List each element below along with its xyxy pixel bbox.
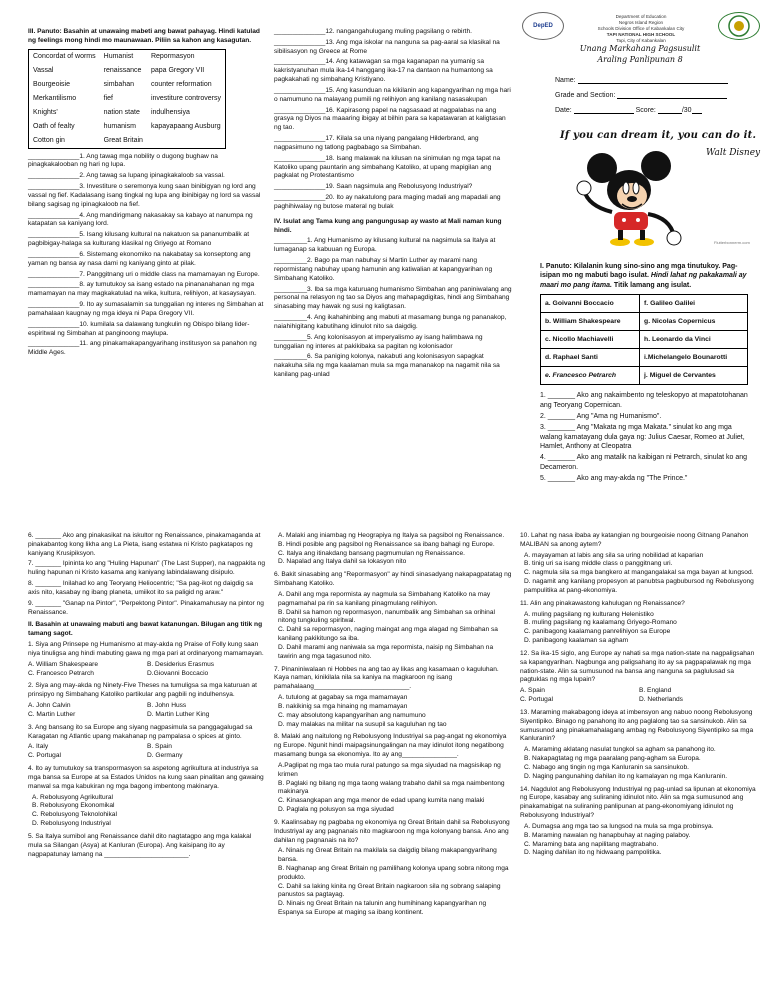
mcq-option: C. Kinasangkapan ang mga menor de edad upang kumita nang malaki <box>278 797 485 805</box>
word-bank-term: Oath of fealty <box>33 122 75 130</box>
mcq-option: B. Dahil sa hamon ng repormasyon, nanumbalik ang Simbahan sa orihinal nitong tungkuling spiritwal. <box>278 608 495 625</box>
word-bank-term: Merkantilismo <box>33 94 77 102</box>
word-bank-row <box>29 106 226 120</box>
grade-field[interactable] <box>555 92 727 99</box>
identification-item: ______________3. Investiture o seremonya kung saan binibigyan ng lord ang vassal ng fief. Kadalasang isang tingkal ng lupa ang ibinibigay ng lord sa vassal bilang sagisag ng ipinagkaloob na fief. <box>28 183 261 208</box>
part2-instructions: II. Basahin at unawaing mabuti ang bawat katanungan. Bilugan ang titik ng tamang sagot. <box>28 621 263 638</box>
school-header <box>522 8 758 64</box>
exam-title: Unang Markahang Pagsusulit <box>579 44 701 53</box>
bottom-column-1 <box>28 532 266 1000</box>
deped-logo-text: DepED <box>533 23 553 29</box>
name-choice: b. William Shakespeare <box>541 313 640 331</box>
mcq-option: D. Ninais ng Great Britain na talunin ang humihinang kapangyarihan ng Espanya sa Europe at maging sa ibang kontinent. <box>278 900 487 917</box>
word-bank-term: Cotton gin <box>33 136 65 144</box>
word-bank-row <box>29 134 226 149</box>
identification-item: ______________13. Ang mga iskolar na nanguna sa pag-aaral sa klasikal na sibilisasyon ng Greece at Rome <box>274 38 500 55</box>
mcq-option: A. mayayaman at labis ang sila sa uring nobilidad at kaparian <box>524 551 704 559</box>
part2-items <box>28 641 266 859</box>
school-seal-icon <box>718 12 760 40</box>
mcq-item <box>520 709 758 782</box>
grade-label: Grade and Section: <box>555 92 616 99</box>
name-choice: g. Nicolas Copernicus <box>640 313 748 331</box>
score-label: Score: <box>635 107 656 114</box>
mcq-option: D. Paglala ng polusyon sa mga siyudad <box>278 806 394 814</box>
mcq-option: D. nagamit ang kanilang propesyon at panubtsa pagbubursod ng Rebolusyong pampulitika at pang-ekonomiya. <box>524 578 754 594</box>
agency-line: TAPI NATIONAL HIGH SCHOOL <box>606 31 676 37</box>
part4-items <box>274 237 512 379</box>
mcq-option: C. Maraming bata ang napilitang magtrabaho. <box>524 840 659 848</box>
mcq-option: C. panibagong kaalamang panrelihiyon sa Europe <box>524 628 671 636</box>
mcq-item <box>520 532 758 596</box>
identification-item: ______________16. Kapirasong papel na nagsasaad at nagpalabas na ang grasya ng Diyos na maaaring ibigay at bilhin para sa kapatawaran at kaligtasan ng tao. <box>274 106 506 132</box>
identification-item: ______________1. Ang tawag mga nobility o dugong bughaw na pinagkakalooban ng hari ng lupa. <box>28 152 218 169</box>
identification-item: ______________17. Kilala sa una niyang pangalang Hilderbrand, ang nagpasimuno ng tatlong pagbabago sa Simbahan. <box>274 135 479 151</box>
mcq-question: 3. Ang bansang ito sa Europe ang siyang nagpasimula sa panggagalugad sa Karagatan ng Atlantic upang makahanap ng pampalasa o spices at ginto. <box>28 723 253 740</box>
name-label: Name: <box>555 77 576 84</box>
name-choice: c. Nicollo Machiavelli <box>541 331 640 349</box>
mcq-option: D. Dahil marami ang naniwala sa mga repormista, naisip ng Simbahan na tawirin ang mga tagasunod nito. <box>278 643 494 660</box>
mcq-option: B. tinig uri sa isang middle class o panggitnang uri. <box>524 560 673 568</box>
name-line <box>578 83 728 84</box>
mcq-item <box>28 765 266 829</box>
mcq-option: A. Dumagsa ang mga tao sa lungsod na mula sa mga probinsya. <box>524 822 714 830</box>
date-score-field[interactable] <box>555 107 702 114</box>
mcq-option: D. panibagong kaalaman sa agham <box>524 637 629 645</box>
mcq-item <box>520 650 758 705</box>
mcq-option: D. may malakas na militar na susupil sa kaguluhan ng tao <box>278 720 447 728</box>
identification-item: ______________14. Ang katawagan sa mga kaganapan na yumanig sa kakristyanuhan mula ika-14 hanggang ika-17 na dantaon na humantong sa pagkakahati ng simbahang Kristiyano. <box>274 58 493 84</box>
names-row <box>541 331 748 349</box>
word-bank-row <box>29 92 226 106</box>
word-bank <box>28 49 226 149</box>
mcq-question: 10. Lahat ng nasa ibaba ay katangian ng bourgeoisie noong Gitnang Panahon MALIBAN sa anong aytem? <box>520 532 749 548</box>
mcq-item <box>28 682 266 719</box>
quote-signature: Walt Disney <box>706 148 761 158</box>
mcq-option: B. Rebolusyong Ekonomikal <box>32 802 115 810</box>
mcq-question: 2. Siya ang may-akda ng Ninety-Five Theses na tumuligsa sa mga katuruan at prinsipyo ng Simbahang Katoliko partikular ang pagbili ng indulhensya. <box>28 682 257 699</box>
mcq-options <box>28 743 266 761</box>
mcq-option: C. may absolutong kapangyarihan ang namumuno <box>278 711 426 719</box>
mcq-item <box>274 733 512 814</box>
mcq-option: C. Dahil sa repormasyon, naging maingat ang mga alagad ng Simbahan sa kanilang pakikitungo sa iba. <box>278 626 498 643</box>
word-bank-term: Knights' <box>33 108 58 116</box>
names-row <box>541 295 748 313</box>
part4-instructions: IV. Isulat ang Tama kung ang pangungusap ay wasto at Mali naman kung hindi. <box>274 217 502 234</box>
word-bank-term: fief <box>103 94 113 102</box>
mcq-options <box>28 702 266 720</box>
name-field[interactable] <box>555 77 728 84</box>
mcq-option: D. Naging pangunahing dahilan ito ng kamalayan ng mga Kanluranin. <box>524 772 728 780</box>
mcq-option: D.Giovanni Boccacio <box>147 669 209 677</box>
identification-item: ______________15. Ang kasunduan na kikilanin ang kapangyarihan ng mga hari o namumuno na malayang pumili ng relihiyon ang kanilang nasasakupan <box>274 86 511 103</box>
word-bank-term: Repormasyon <box>150 52 195 60</box>
mcq-option: C. Portugal <box>28 752 61 760</box>
mcq-question: 9. Kaalinsabay ng pagbaba ng ekonomiya ng Great Britain dahil sa Rebolusyong Industriyal ay ang pagnanais nito magkaroon ng mga kolonyang bansa. Ano ang dahilan ng pagnanais na ito? <box>274 818 510 844</box>
part1-instructions: I. Panuto: Kilalanin kung sino-sino ang mga tinutukoy. Pag-isipan mo ng mabuti bago isulat. <box>540 263 738 280</box>
word-bank-term: Concordat of worms <box>33 52 96 60</box>
mcq-question: 7. Pinaniniwalaan ni Hobbes na ang tao ay likas ang kasamaan o kaguluhan. Kaya naman, kinikilala nila sa kaniya na magkaroon ng isang pamahalaang__________________________. <box>274 665 499 691</box>
true-false-item: _________3. Iba sa mga katuruang humanismo Simbahan ang paniniwalang ang personal na relasyon ng tao sa Diyos ang mahapagdigitas, hindi ang Simbahang sinasabing may hawak ng susi ng kaligtasan. <box>274 285 512 311</box>
date-line <box>574 113 634 114</box>
matching-item: 6. _______ Ako ang pinakasikat na iskultor ng Renaissance, pinakamaganda at pinakabantog kong likha ang La Pieta, isang estatwa ni Kristo pagkatapos ng kaniyang Krusipiksyon. <box>28 532 261 557</box>
mcq-option: C. Francesco Petrarch <box>28 669 94 677</box>
word-bank-term: Humanist <box>103 52 134 60</box>
part1-items-continued <box>28 532 266 617</box>
exam-subtitle: Araling Panlipunan 8 <box>597 55 683 64</box>
part1-note: Hindi lahat ng pakakamali ay maari mo pang itama. <box>540 272 747 289</box>
word-bank-term: kapayapaang Ausburg <box>150 122 221 130</box>
word-bank-row <box>29 120 226 134</box>
bottom-column-2 <box>274 532 512 1000</box>
mcq-option: A. Ninais ng Great Britain na makilala sa daigdig bilang makapangyarihang bansa. <box>278 847 497 864</box>
word-bank-term: Great Britain <box>103 136 143 144</box>
mcq-option: B. Hindi posible ang pagsibol ng Renaissance sa ibang bahagi ng Europe. <box>278 540 495 548</box>
mcq-item <box>520 600 758 646</box>
name-choice: f. Galileo Galilei <box>640 295 748 313</box>
part1-section <box>540 262 754 483</box>
image-credit: Flutterbonnerm.com <box>714 240 750 245</box>
mcq-option: B. Spain <box>147 743 172 751</box>
mcq-option: B. Nakapagtatag ng mga paaralang pang-agham sa Europa. <box>524 755 701 763</box>
grade-line <box>617 98 727 99</box>
word-bank-term: counter reformation <box>150 80 212 88</box>
mcq-option: C. nagmula sila sa mga bangkero at mangangalakal sa mga bayan at lungsod. <box>524 569 754 577</box>
agency-line: Schools Division Office of Kabankalan City <box>597 25 685 31</box>
mcq-question: 12. Sa ika-15 siglo, ang Europe ay nahati sa mga nation-state na nagpaligsahan sa kapangyarihan. Nagbunga ang paligsahang ito ay sa pagpapalawak ng mga nation-state. Alin sa sumusunod na bansa ang nanguna sa paglulusad sa pagtuklas ng mga lupain? <box>520 649 755 684</box>
names-row <box>541 349 748 367</box>
part3-items-continued <box>274 28 512 212</box>
word-bank-term: investiture controversy <box>150 94 221 102</box>
mcq-option: C. Rebolusyong Teknolohikal <box>32 811 117 819</box>
identification-item: ______________7. Panggitnang uri o middle class na mamamayan ng Europe. <box>28 270 260 278</box>
mcq-question: 13. Maraming makabagong ideya at imbensyon ang nabuo noong Rebolusyong Siyentipiko. Binago ng panahong ito ang paglalong tao sa sansinukob. Alin sa sumusunod ang pinakamahalagang ambag ng Rebolusyong Siyentipiko sa mga Kanluranin? <box>520 708 754 743</box>
names-row <box>541 313 748 331</box>
mcq-option: D. Rebolusyong Industriyal <box>32 820 111 828</box>
mcq-item <box>520 786 758 859</box>
mcq-option: B. Paglaki ng bilang ng mga taong walang trabaho dahil sa mga naimbentong makinarya <box>278 779 505 796</box>
score-line <box>658 113 682 114</box>
word-bank-term <box>147 134 226 149</box>
names-row <box>541 367 748 385</box>
mcq-option: A. muling pagsilang ng kulturang Helenistiko <box>524 610 654 618</box>
mcq-question: 8. Malaki ang naitulong ng Rebolusyong Industriyal sa pag-angat ng ekonomiya ng Europe. Ngunit hindi maipagsinungalingan na may idinulot itong negatibong masamang bunga sa ekonomiya. Ito ay ang_______________. <box>274 733 507 759</box>
mcq-option: A. William Shakespeare <box>28 660 98 668</box>
score-total: /30 <box>681 107 692 114</box>
word-bank-row <box>29 64 226 78</box>
true-false-item: _________6. Sa paniging kolonya, nakabuti ang kolonisasyon sapagkat nakakuha sila ng mga kaalaman mula sa mga mananakop na nagamit nila sa kanilang pag-unlad <box>274 353 500 378</box>
mcq-question: 11. Alin ang pinakawastong kahulugan ng Renaissance? <box>520 599 685 607</box>
part3-cont-part4 <box>274 28 512 496</box>
part3-items <box>28 153 266 358</box>
mcq-option: C. Portugal <box>520 696 553 704</box>
true-false-item: _________4. Ang ikahahinbing ang mabuti at masamang bunga ng pananakop, naiahihigitang kabutihang idinulot nito sa daigdig. <box>274 314 507 330</box>
quote-text: If you can dream it, you can do it. <box>560 130 757 141</box>
mcq-option: C. Italya ang itinakdang bansang pagmumulan ng Renaissance. <box>278 549 465 557</box>
mcq-item <box>28 833 266 859</box>
mcq-options <box>28 661 266 679</box>
mcq-option: A. Rebolusyong Agrikultural <box>32 793 114 801</box>
mcq-option: A. tutulong at gagabay sa mga mamamayan <box>278 694 408 702</box>
deped-logo-icon <box>522 12 564 40</box>
mcq-item <box>274 666 512 730</box>
identification-item: ______________12. nangangahulugang muling pagsilang o rebirth. <box>274 28 472 35</box>
mcq-question: 5. Sa Italya sumibol ang Renaissance dahil dito nagtatagpo ang mga kalakal mula sa Silangan (Asya) at Kanluran (Europa). Ang kaisipang ito ay nagpapatunay lamang na _______________________. <box>28 832 252 858</box>
mcq-option: A. Spain <box>520 687 545 695</box>
word-bank-term: nation state <box>103 108 140 116</box>
mcq-option: A. John Calvin <box>28 702 71 710</box>
mcq-item <box>274 819 512 918</box>
mcq-option: A. Maraming aklatang nasulat tungkol sa agham sa panahong ito. <box>524 746 716 754</box>
name-choice: a. Goivanni Boccacio <box>541 295 640 313</box>
mcq-item <box>28 724 266 761</box>
score-tail-line <box>692 113 702 114</box>
true-false-item: _________2. Bago pa man nabuhay si Martin Luther ay marami nang repormistang nabuhay upang hamunin ang katiwalian at kapangyarihan ng Simbahang Katoliko. <box>274 257 493 282</box>
word-bank-term: papa Gregory VII <box>150 66 205 74</box>
word-bank-term: renaissance <box>103 66 142 74</box>
mcq-option: B. Naghanap ang Great Britain ng pamilihang kolonya upang sobra nitong mga produkto. <box>278 864 509 881</box>
mcq-question: 14. Nagdulot ang Rebolusyong Industriyal ng pag-unlad sa lipunan at ekonomiya ng Europe, kasabay ang suliraning idinulot nito. Alin sa mga sumusunod ang pinakamabigat na suliraning panlipunan at pang-ekonomiyang idinulot ng Rebolusyong Industriyal? <box>520 785 756 820</box>
mcq-option: A. Dahil ang mga repormista ay nagmula sa Simbahang Katoliko na may pagmamahal pa rin sa kanilang pinagmulang relihiyon. <box>278 590 491 607</box>
mcq-option: C. Martin Luther <box>28 710 76 718</box>
part2-items-continued <box>274 532 512 918</box>
name-choice: i.Michelangelo Bounarotti <box>640 349 748 367</box>
mcq-item <box>274 571 512 661</box>
mcq-option: B. Desiderius Erasmus <box>147 660 215 668</box>
word-bank-row <box>29 49 226 64</box>
part3-section <box>28 28 266 496</box>
identification-item: ______________18. Isang malawak na kilusan na sinimulan ng mga tapat na Katoliko upang pauntarin ang simbahang Katoliko, at upang mapigilan ang pagkalat ng Protestantismo <box>274 154 501 180</box>
matching-item: 8. _______ Inilahad ko ang Teoryang Heliocentric; "Sa pag-ikot ng daigdig sa axis nito, kasabay ng ibang planeta, umiikot ito sa paligid ng araw." <box>28 580 254 596</box>
identification-item: ______________9. Ito ay sumasalamin sa tunggalian ng interes ng Simbahan at pamahalaan kaugnay ng mga ideya ni Papa Gregory VII. <box>28 301 264 317</box>
word-bank-term: Vassal <box>33 66 54 74</box>
mcq-option: D. Napalad ang Italya dahil sa lokasyon nito <box>278 558 407 566</box>
word-bank-term: simbahan <box>103 80 134 88</box>
name-choice: j. Miguel de Cervantes <box>640 367 748 385</box>
matching-item: 5. _______ Ako ang may-akda ng "The Prince." <box>540 475 688 483</box>
matching-item: 9. _______ "Ganap na Pintor", "Perpektong Pintor". Pinakamahusay na pintor ng Renaissance. <box>28 599 264 616</box>
true-false-item: _________5. Ang kolonisasyon at imperyalismo ay isang halimbawa ng tunggalian ng interes at pakikibaka sa pagitan ng kolonisador <box>274 333 483 350</box>
true-false-item: _________1. Ang Humanismo ay kilusang kultural na nagsimula sa Italya at lumaganap sa kabuuan ng Europa. <box>274 237 496 254</box>
mcq-option: B. Maraming nawalan ng hanapbuhay at naging palaboy. <box>524 831 691 839</box>
part3-instructions: III. Panuto: Basahin at unawaing mabeti ang bawat pahayag. Hindi katulad ng feelings mong hindi mo maunawaan. Piliin sa kahon ang kasagutan. <box>28 28 260 44</box>
mcq-question: 6. Bakit sinasabing ang "Repormasyon" ay hindi sinasadyang nakapagpatatag ng Simbahang Katoliko. <box>274 571 512 588</box>
identification-item: ______________6. Sistemang ekonomiko na nakabatay sa konseptong ang yaman ng bansa ay nasa dami ng kaniyang ginto at pilak. <box>28 250 251 267</box>
mcq-option: C. Nabago ang tingin ng mga Kanluranin sa sansinukob. <box>524 763 689 771</box>
agency-line: Negros Island Region <box>618 19 664 25</box>
mcq-option: D. Netherlands <box>639 696 683 704</box>
word-bank-term: humanism <box>103 122 136 130</box>
identification-item: ______________8. ay tumutukoy sa isang estado na pinananahanan ng mga mamamayan na may magkakatulad na wika, kultura, relihiyon, at kasaysayan. <box>28 281 256 298</box>
matching-item: 3. _______ Ang "Makata ng mga Makata." sinulat ko ang mga walang kamatayang dula gaya ng: Julius Caesar, Romeo at Juliet, Hamlet, Anthony at Cleopatra <box>540 424 745 450</box>
mcq-option: D. Naging dahilan ito ng hidwaang pampolitika. <box>524 849 662 857</box>
cartoon-mouse-icon <box>574 146 694 246</box>
word-bank-row <box>29 78 226 92</box>
identification-item: ______________4. Ang mandirigmang nakasakay sa kabayo at nanumpa ng katapatan sa kaniyang lord. <box>28 211 253 228</box>
names-box <box>540 294 748 385</box>
mcq-option: B. nakikinig sa mga hinaing ng mamamayan <box>278 702 408 710</box>
mcq-option: B. John Huss <box>147 702 187 710</box>
identification-item: ______________19. Saan nagsimula ang Rebolusyong Industriyal? <box>274 183 473 191</box>
mcq-item <box>274 532 512 567</box>
mcq-question: 4. Ito ay tumutukoy sa transpormasyon sa aspetong agrikultura at industriya sa mga bansa sa Europe at sa Estados Unidos na kung saan pinalitan ang gawaing manwal sa mga kabukiran ng mga bagong imbentong makinarya. <box>28 765 264 790</box>
matching-item: 4. _______ Ako ang matalik na kaibigan ni Petrarch, sinulat ko ang Decameron. <box>540 454 748 471</box>
word-bank-term: indulhensiya <box>150 108 190 116</box>
name-choice: h. Leonardo da Vinci <box>640 331 748 349</box>
mcq-option: A.Paglipat ng mga tao mula rural patungo sa mga siyudad na magsisikap ng krimen <box>278 761 501 778</box>
matching-item: 1. _______ Ako ang nakaimbento ng teleskopyo at mapatotohanan ang Teoryang Copernican. <box>540 392 748 409</box>
bottom-column-3 <box>520 532 758 1000</box>
word-bank-term: Bourgeoisie <box>33 80 70 88</box>
mcq-option: A. Malaki ang iniambag ng Heograpiya ng Italya sa pagsibol ng Renaissance. <box>278 532 505 539</box>
agency-lines <box>568 14 714 44</box>
identification-item: ______________11. ang pinakamakapangyarihang institusyon sa panahon ng Middle Ages. <box>28 340 257 357</box>
identification-item: ______________10. kumilala sa dalawang tungkulin ng Obispo bilang lider-espiritwal ng Simbahan at panginoong maylupa. <box>28 320 250 337</box>
agency-line: Tapi, City of Kabankalan <box>616 37 666 43</box>
part1-note-end: Titik lamang ang isulat. <box>613 281 692 289</box>
matching-item: 7. _______ Ipininta ko ang "Huling Hapunan" (The Last Supper), na nagpakita ng huling hapunan ni Kristo kasama ang kaniyang labindalawang disipulo. <box>28 560 266 577</box>
quote-illustration <box>554 130 762 250</box>
agency-line: Department of Education <box>615 14 667 19</box>
mcq-option: D. Germany <box>147 752 183 760</box>
mcq-option: C. Dahil sa laking kinita ng Great Britain nagkaroon sila ng sobrang salaping panustos sa pagtayag. <box>278 882 501 899</box>
identification-item: ______________2. Ang tawag sa lupang ipinagkakaloob sa vassal. <box>28 172 225 180</box>
mcq-option: B. muling pagsilang ng kaalamang Griyego-Romano <box>524 619 677 627</box>
part1-items <box>540 391 754 483</box>
mcq-option: B. England <box>639 687 672 695</box>
identification-item: ______________20. Ito ay nakatulong para maging madali ang mapadali ang paghihiwalay ng butose materal ng bulak <box>274 194 501 210</box>
part2-items-continued-2 <box>520 532 758 858</box>
mcq-options <box>520 687 758 705</box>
mcq-option: A. Italy <box>28 743 49 751</box>
name-choice: e. Francesco Petrarch <box>541 367 640 385</box>
name-choice: d. Raphael Santi <box>541 349 640 367</box>
mcq-option: D. Martin Luther King <box>147 710 210 718</box>
identification-item: ______________5. Isang kilusang kultural na nakatuon sa pananumbalik at pagbibigay-halaga sa kulturang klasikal ng Griyego at Romano <box>28 231 250 248</box>
date-label: Date: <box>555 107 572 114</box>
matching-item: 2. _______ Ang "Ama ng Humanismo". <box>540 412 662 420</box>
mcq-question: 1. Siya ang Prinsepe ng Humanismo at may-akda ng Praise of Folly kung saan niya tinuligsa ang hindi mabuting gawa ng mga pari at ordinaryong mamamayan. <box>28 641 264 657</box>
mcq-item <box>28 641 266 678</box>
